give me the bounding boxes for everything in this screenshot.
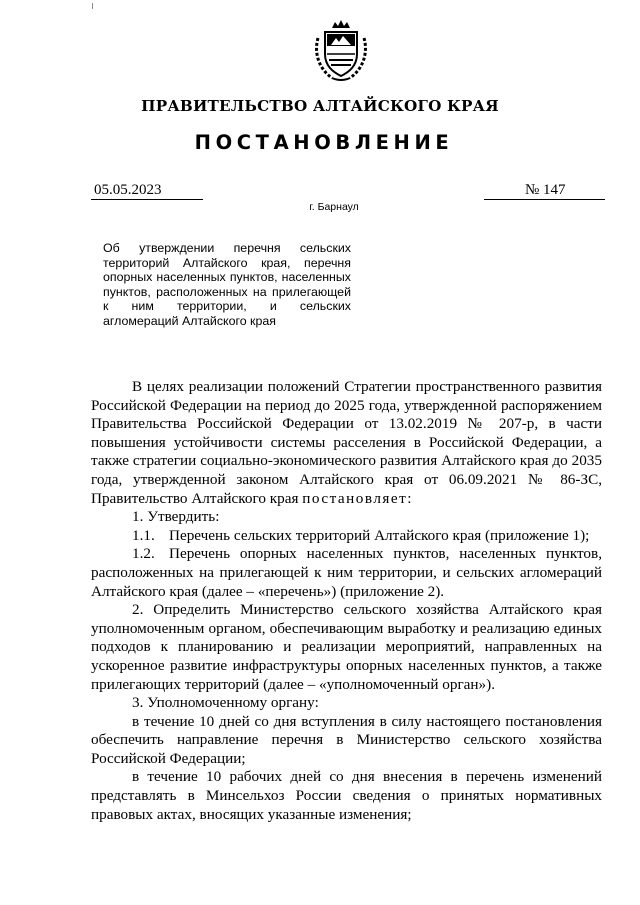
resolves-word: постановляет: <box>302 489 414 507</box>
number-underline <box>484 199 605 200</box>
paragraph-1-1 <box>91 527 602 546</box>
document-number: № 147 <box>525 182 566 198</box>
city: г. Барнаул <box>309 201 359 213</box>
preamble-text: В целях реализации положений Стратегии пространственного развития Российской Федерации на период до 2025 года, утвержденной распоряжением Правительства Российской Федерации от 13.02.2019 № 207-р, в части повышения устойчивости системы расселения в Российской Федерации, а также стратегии социально-экономического развития Алтайского края до 2035 года, утвержденной законом Алтайского края от 06.09.2021 № 86-ЗС, Правительство Алтайского края <box>91 378 602 507</box>
coat-of-arms-icon <box>310 18 372 84</box>
document-body <box>91 378 602 824</box>
date-underline <box>91 199 203 200</box>
paragraph-1-2-text: Перечень опорных населенных пунктов, населенных пунктов, расположенных на прилегающей к ним территории, и сельских агломераций Алтайского края (далее – «перечень») (приложение 2). <box>91 545 602 600</box>
paragraph-3-b: в течение 10 рабочих дней со дня внесения в перечень изменений представлять в Минсельхоз России сведения о принятых нормативных правовых актах, вносящих указанные изменения; <box>91 768 602 823</box>
scan-mark <box>92 3 93 9</box>
document-type: ПОСТАНОВЛЕНИЕ <box>194 131 454 154</box>
government-name: ПРАВИТЕЛЬСТВО АЛТАЙСКОГО КРАЯ <box>141 97 499 115</box>
paragraph-1-2 <box>91 545 602 601</box>
paragraph-2: 2. Определить Министерство сельского хозяйства Алтайского края уполномоченным органом, обеспечивающим выработку и реализацию единых подходов к планированию и реализации мероприятий, направленных на ускоренное развитие инфраструктуры опорных населенных пунктов, а также прилегающих территорий (далее – «уполномоченный орган»). <box>91 601 602 693</box>
paragraph-1-2-label: 1.2. <box>132 545 155 563</box>
document-subject: Об утверждении перечня сельских территорий Алтайского края, перечня опорных населенных пунктов, населенных пунктов, расположенных на прилегающей к ним территории, и сельских агломераций Алтайского края <box>103 241 351 328</box>
paragraph-3-a: в течение 10 дней со дня вступления в силу настоящего постановления обеспечить направление перечня в Министерство сельского хозяйства Российской Федерации; <box>91 712 602 767</box>
paragraph-1-1-text: Перечень сельских территорий Алтайского края (приложение 1); <box>169 526 590 544</box>
document-date: 05.05.2023 <box>94 182 162 198</box>
paragraph-3: 3. Уполномоченному органу: <box>132 694 319 712</box>
paragraph-1: 1. Утвердить: <box>132 508 220 526</box>
paragraph-1-1-label: 1.1. <box>132 526 155 544</box>
preamble-paragraph <box>91 378 602 508</box>
